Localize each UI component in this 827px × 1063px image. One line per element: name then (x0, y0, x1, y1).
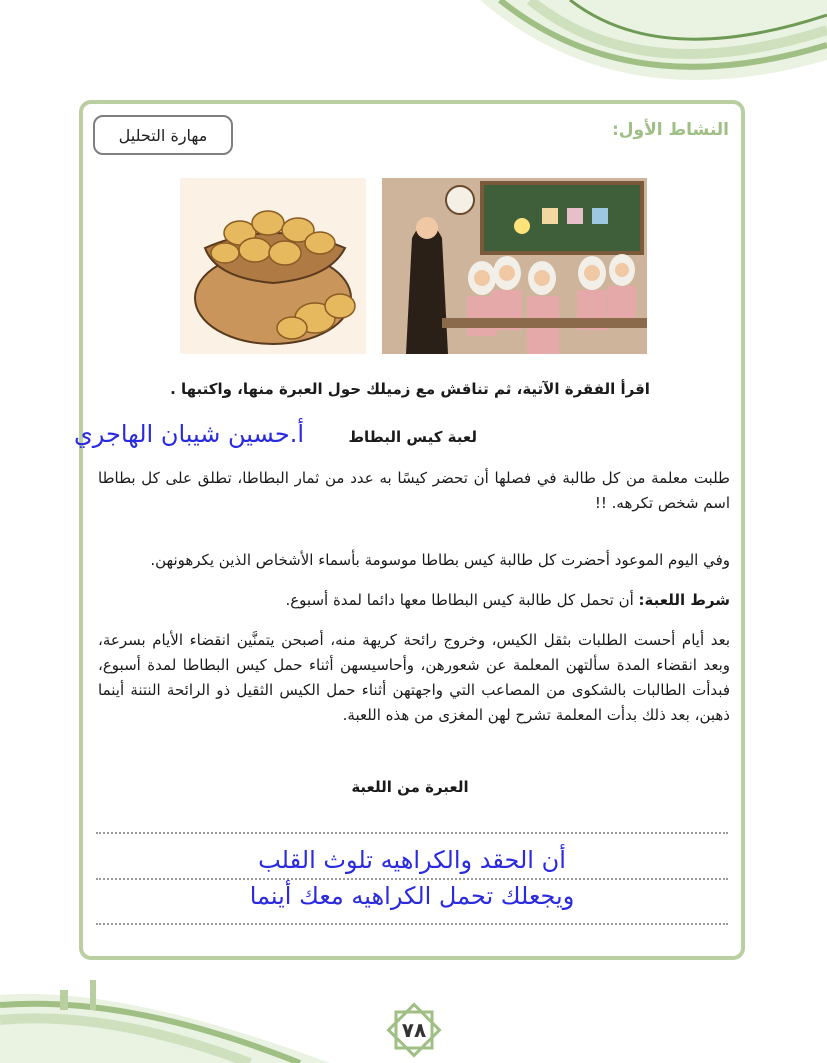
story-paragraph-2: وفي اليوم الموعود أحضرت كل طالبة كيس بطاطا موسومة بأسماء الأشخاص الذين يكرهونهن. (150, 551, 730, 569)
skill-badge (93, 115, 233, 155)
answer-line (96, 923, 728, 925)
game-title: لعبة كيس البطاط (348, 428, 477, 446)
game-rule-text: أن تحمل كل طالبة كيس البطاطا معها دائما لمدة أسبوع. (285, 591, 639, 609)
decorative-corner-top (440, 0, 827, 110)
lesson-title: العبرة من اللعبة (351, 778, 469, 796)
answer-line (96, 832, 728, 834)
instruction-text: اقرأ الفقرة الآتية، ثم تناقش مع زميلك حول العبرة منها، واكتبها . (170, 380, 650, 398)
game-rule (98, 588, 730, 613)
page-number: ٧٨ (401, 1018, 427, 1042)
page-number-badge (384, 1000, 444, 1060)
activity-label: النشاط الأول: (611, 120, 729, 140)
answer-line (96, 878, 728, 880)
story-paragraph-1: طلبت معلمة من كل طالبة في فصلها أن تحضر كيسًا به عدد من ثمار البطاطا، تطلق على كل بطاطا اسم شخص تكرهه. !! (98, 469, 730, 512)
decorative-corner-bottom (0, 975, 330, 1063)
author-name: أ.حسين شيبان الهاجري (74, 420, 305, 448)
answer-handwriting-1[interactable]: أن الحقد والكراهيه تلوث القلب (258, 846, 566, 874)
game-rule-label: شرط اللعبة: (638, 591, 730, 609)
skill-label: مهارة التحليل (118, 125, 208, 145)
potato-sack-icon (180, 178, 366, 354)
answer-handwriting-2[interactable]: ويجعلك تحمل الكراهيه معك أينما (249, 882, 575, 910)
story-paragraph-3: بعد أيام أحست الطلبات بثقل الكيس، وخروج رائحة كريهة منه، أصبحن يتمنَّين انقضاء الأيام بسرعة، وبعد انقضاء المدة سألتهن المعلمة عن شعورهن، وأحاسيسهن أثناء حمل كيس البطاطا لمدة أسبوع، فبدأت الطالبات بالشكوى من المصاعب التي واجهتهن أثناء حمل الكيس الثقيل ذو الرائحة النتنة أينما ذهبن، بعد ذلك بدأت المعلمة تشرح لهن المغزى من هذه اللعبة. (98, 631, 730, 724)
classroom-illustration (382, 178, 647, 354)
